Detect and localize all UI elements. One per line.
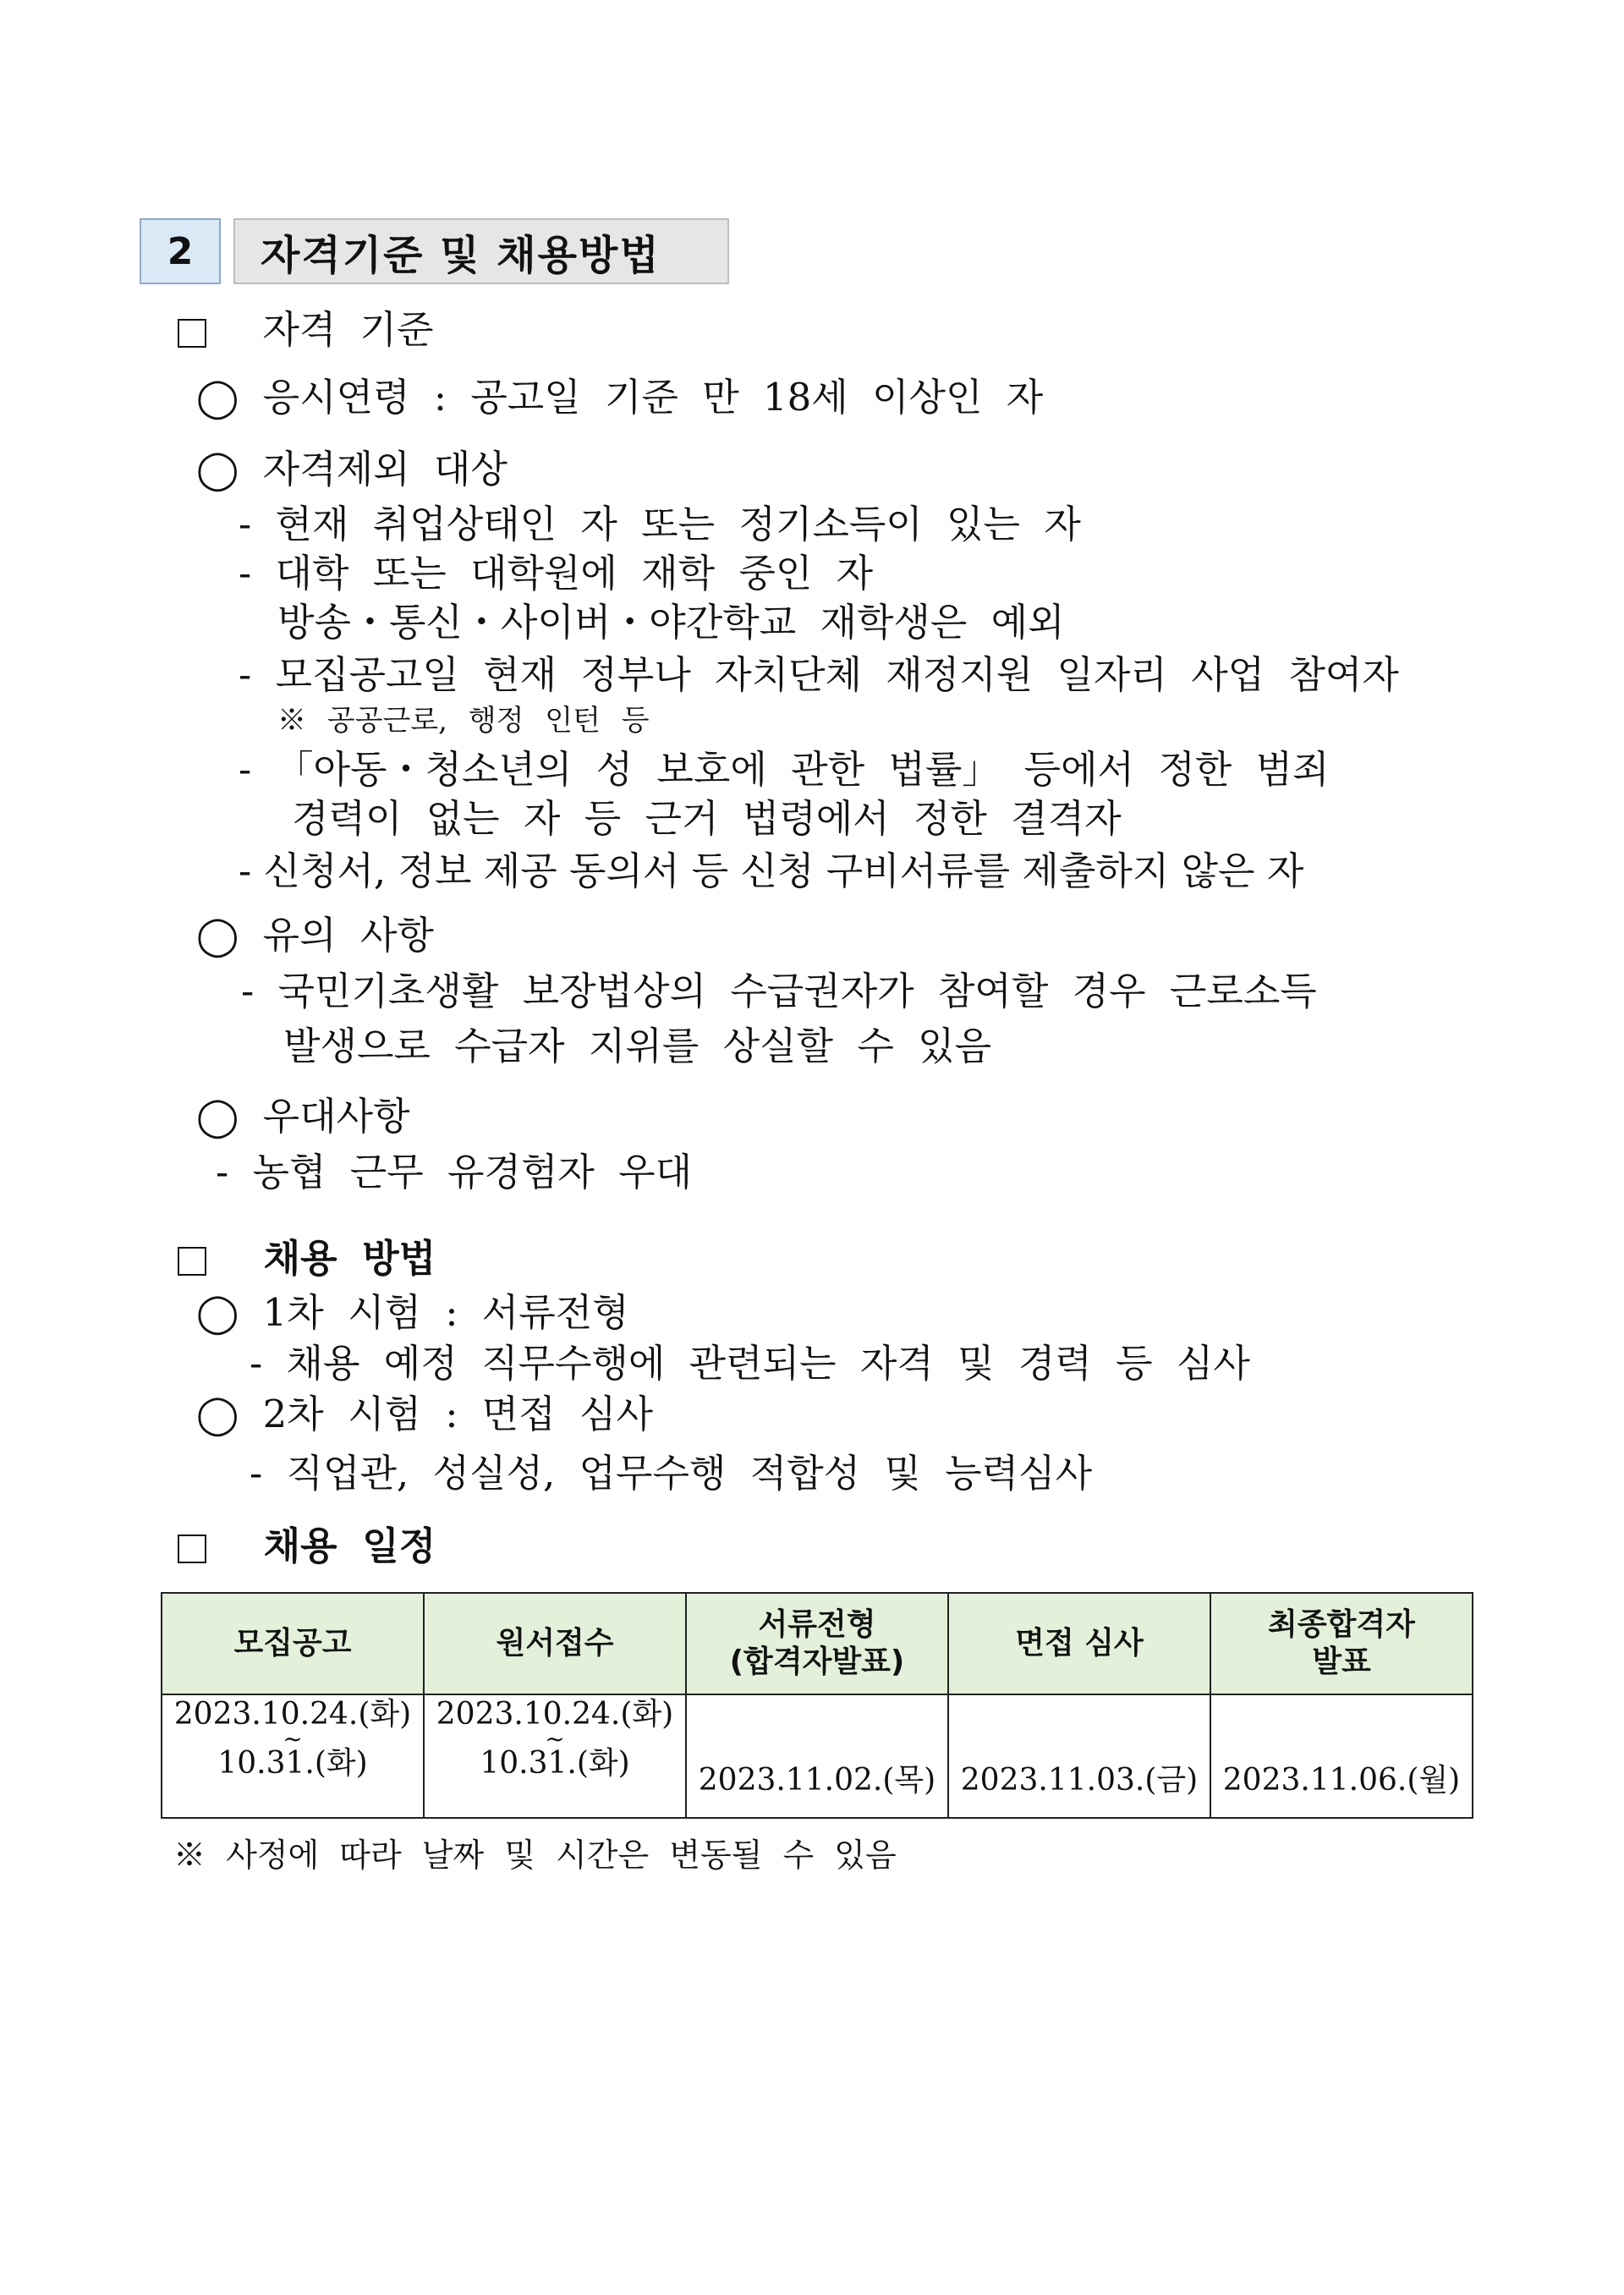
schedule-header-row (162, 1593, 1473, 1694)
schedule-heading-row (178, 1521, 436, 1572)
header-cell-application: 원서접수 (424, 1593, 686, 1694)
excluded-item: - 대학 또는 대학원에 재학 중인 자 (239, 551, 874, 596)
footnote: ※ 사정에 따라 날짜 및 시간은 변동될 수 있음 (173, 1837, 897, 1874)
date-cell-interview: 2023.11.03.(금) (948, 1694, 1210, 1818)
excluded-item: - 신청서, 정보 제공 동의서 등 신청 구비서류를 제출하지 않은 자 (239, 848, 1304, 893)
date-cell-recruitment: 2023.10.24.(화) ~ 10.31.(화) (162, 1694, 424, 1818)
stage2: ◯ 2차 시험 : 면접 심사 (196, 1392, 653, 1436)
header-cell-recruitment: 모집공고 (162, 1593, 424, 1694)
checkbox-square-icon (178, 319, 206, 348)
stage2-desc: - 직업관, 성실성, 업무수행 적합성 및 능력심사 (250, 1451, 1093, 1496)
preference-title: ◯ 우대사항 (196, 1094, 410, 1139)
excluded-item: - 「아동・청소년의 성 보호에 관한 법률」 등에서 정한 범죄 (239, 747, 1330, 792)
date-cell-document-screening: 2023.11.02.(목) (686, 1694, 948, 1818)
excluded-item-detail: 방송・통신・사이버・야간학교 재학생은 예외 (277, 600, 1065, 645)
schedule-table (161, 1592, 1473, 1819)
caution-item: - 국민기초생활 보장법상의 수급권자가 참여할 경우 근로소득 (241, 969, 1317, 1013)
header-cell-interview: 면접 심사 (948, 1593, 1210, 1694)
qualification-heading-row (178, 305, 434, 355)
excluded-title: ◯ 자격제외 대상 (196, 447, 508, 491)
header-cell-final-announcement: 최종합격자 발표 (1210, 1593, 1473, 1694)
preference-item: - 농협 근무 유경험자 우대 (216, 1150, 693, 1194)
method-heading-row (178, 1233, 436, 1284)
section-title: 자격기준 및 채용방법 (233, 218, 729, 284)
section-number: 2 (140, 218, 221, 284)
date-cell-application: 2023.10.24.(화) ~ 10.31.(화) (424, 1694, 686, 1818)
qualification-heading: 자격 기준 (262, 307, 434, 352)
caution-item-detail: 발생으로 수급자 지위를 상실할 수 있음 (283, 1024, 992, 1068)
date-cell-final-announcement: 2023.11.06.(월) (1210, 1694, 1473, 1818)
excluded-item: - 현재 취업상태인 자 또는 정기소득이 있는 자 (239, 502, 1081, 546)
caution-title: ◯ 유의 사항 (196, 913, 434, 958)
stage1: ◯ 1차 시험 : 서류전형 (196, 1290, 629, 1335)
excluded-item-detail: 경력이 없는 자 등 근거 법령에서 정한 결격자 (292, 796, 1122, 841)
schedule-date-row (162, 1694, 1473, 1818)
excluded-item: - 모집공고일 현재 정부나 자치단체 재정지원 일자리 사업 참여자 (239, 652, 1399, 697)
age-requirement: ◯ 응시연령 : 공고일 기준 만 18세 이상인 자 (196, 375, 1044, 420)
checkbox-square-icon (178, 1535, 206, 1563)
schedule-heading: 채용 일정 (263, 1524, 436, 1568)
excluded-item-note: ※ 공공근로, 행정 인턴 등 (277, 704, 650, 738)
header-cell-document-screening: 서류전형 (합격자발표) (686, 1593, 948, 1694)
method-heading: 채용 방법 (263, 1236, 436, 1281)
stage1-desc: - 채용 예정 직무수행에 관련되는 자격 및 경력 등 심사 (250, 1341, 1250, 1386)
checkbox-square-icon (178, 1247, 206, 1276)
